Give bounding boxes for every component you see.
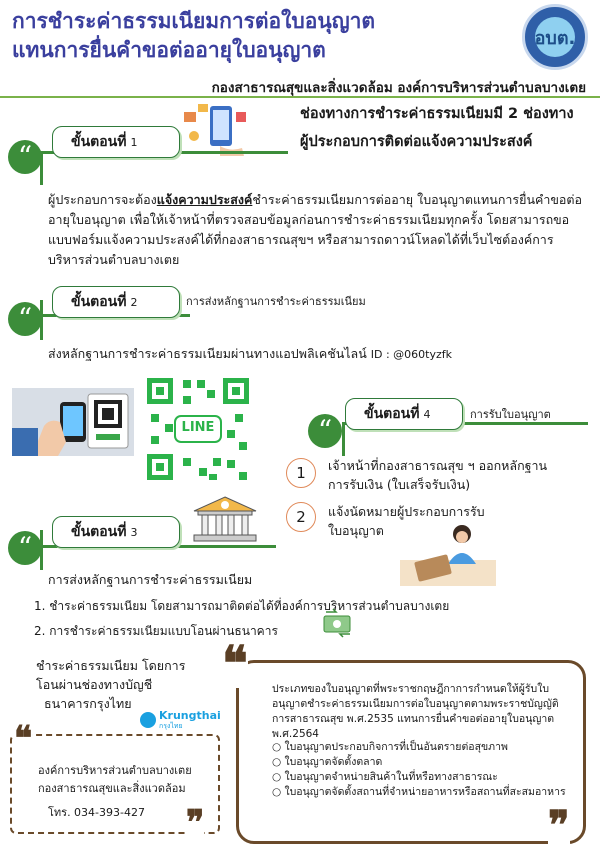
krungthai-bird-icon: [140, 712, 156, 728]
step3-item1: 1. ชำระค่าธรรมเนียม โดยสามารถมาติดต่อได้ที่องค์การบริหารส่วนตำบลบางเตย: [34, 599, 450, 613]
line-id: ID : @060tyzfk: [370, 348, 452, 361]
contact-dept: กองสาธารณสุขและสิ่งแวดล้อม: [38, 782, 186, 795]
bank-line2: โอนผ่านช่องทางบัญชี: [36, 677, 153, 692]
step4-item2-number: 2: [286, 502, 316, 532]
license-type-2: ใบอนุญาตจัดตั้งตลาด: [284, 756, 383, 768]
step1-text-b: ชำระค่าธรรมเนียมการต่ออายุ ใบอนุญาตแทนการยื่นคำขอต่ออายุใบอนุญาต เพื่อให้เจ้าหน้าที่ตรวจสอบข้อมูลก่อนการชำระค่าธรรมเนียมทุกครั้ง โดยสามารถขอแบบฟอร์มแจ้งความประสงค์ได้ที่กองสาธารณสุขฯ หรือสามารถดาวน์โหลดได้ที่เว็บไซต์องค์การบริหารส่วนตำบลบางเตย: [48, 192, 583, 267]
step1-badge: [52, 126, 180, 158]
step1-num: 1: [130, 135, 138, 149]
title-line1: การชำระค่าธรรมเนียมการต่อใบอนุญาต: [12, 8, 376, 33]
contact-open-quote-icon: ❝: [14, 719, 33, 759]
step2-line-text: [48, 344, 452, 364]
department-name: กองสาธารณสุขและสิ่งแวดล้อม องค์การบริหารส่วนตำบลบางเตย: [211, 80, 586, 96]
step1-quote-icon: “: [8, 140, 42, 174]
license-type-3: ใบอนุญาตจำหน่ายสินค้าในที่หรือทางสาธารณะ: [284, 771, 498, 783]
license-type-item: ○ ใบอนุญาตจัดตั้งสถานที่จำหน่ายอาหารหรือสถานที่สะสมอาหาร: [272, 786, 566, 798]
step1-description: [48, 190, 588, 270]
contact-close-quote-icon: ❞: [186, 803, 205, 843]
bank-line1: ชำระค่าธรรมเนียม โดยการ: [36, 658, 186, 673]
step4-item1-l1: เจ้าหน้าที่กองสาธารณสุข ฯ ออกหลักฐาน: [328, 458, 548, 473]
step2-num: 2: [130, 295, 138, 309]
bank-line3: ธนาคารกรุงไทย: [44, 696, 132, 711]
line-qr-code: [143, 374, 253, 484]
page-title: [12, 6, 512, 64]
license-type-1: ใบอนุญาตประกอบกิจการที่เป็นอันตรายต่อสุขภาพ: [284, 741, 508, 753]
step4-badge: [345, 398, 463, 430]
license-types-intro: ประเภทของใบอนุญาตที่พระราชกฤษฎีกาการกำหนดให้ผู้รับใบอนุญาตชำระค่าธรรมเนียมการต่อใบอนุญาตตามพระราชบัญญัติการสาธารณสุข พ.ศ.2535 แทนการยื่นคำขอต่ออายุใบอนุญาต พ.ศ.2564: [272, 683, 559, 740]
step1-label: ขั้นตอนที่: [71, 134, 127, 150]
step2-line-main: ส่งหลักฐานการชำระค่าธรรมเนียมผ่านทางแอปพลิเคชันไลน์: [48, 346, 367, 361]
license-type-item: ○ ใบอนุญาตจำหน่ายสินค้าในที่หรือทางสาธารณะ: [272, 771, 498, 783]
step4-title: การรับใบอนุญาต: [470, 408, 551, 421]
step3-badge: [52, 516, 180, 548]
phone-scan-illustration: [12, 388, 134, 456]
qr-line-label: LINE: [181, 420, 215, 435]
step4-item2-l2: ใบอนุญาต: [328, 523, 384, 538]
contact-intent-text: ผู้ประกอบการติดต่อแจ้งความประสงค์: [300, 134, 533, 150]
contact-phone: โทร. 034-393-427: [48, 806, 145, 819]
step2-badge: [52, 286, 180, 318]
bank-transfer-text: [36, 656, 185, 713]
license-type-item: ○ ใบอนุญาตประกอบกิจการที่เป็นอันตรายต่อสุขภาพ: [272, 741, 508, 753]
step2-title: การส่งหลักฐานการชำระค่าธรรมเนียม: [186, 295, 366, 308]
license-handover-illustration: [400, 520, 496, 586]
org-logo: [522, 4, 588, 70]
license-types-list: [272, 740, 568, 800]
step4-quote-icon: “: [308, 414, 342, 448]
header-divider: [0, 96, 600, 98]
step4-item1-l2: การรับเงิน (ใบเสร็จรับเงิน): [328, 477, 471, 492]
money-transfer-icon: [322, 608, 354, 638]
step4-num: 4: [423, 407, 431, 421]
title-line2: แทนการยื่นคำขอต่ออายุใบอนุญาต: [12, 37, 326, 62]
step4-vline: [342, 422, 345, 456]
step3-title: การส่งหลักฐานการชำระค่าธรรมเนียม: [48, 572, 253, 587]
step4-item1: [328, 456, 547, 494]
contact-info: [38, 762, 192, 822]
types-close-quote-icon: ❞: [548, 802, 570, 849]
step4-label: ขั้นตอนที่: [364, 406, 420, 422]
license-type-item: ○ ใบอนุญาตจัดตั้งตลาด: [272, 756, 383, 768]
step3-num: 3: [130, 525, 138, 539]
krungthai-brand: Krungthai: [159, 709, 221, 722]
krungthai-logo: [140, 710, 221, 730]
step4-item1-number: 1: [286, 458, 316, 488]
step1-text-a: ผู้ประกอบการจะต้อง: [48, 192, 157, 207]
step3-quote-icon: “: [8, 531, 42, 565]
logo-emblem: อบต.: [535, 17, 575, 57]
channel-count-text: ช่องทางการชำระค่าธรรมเนียมมี 2 ช่องทาง: [300, 106, 574, 122]
shopping-phone-icon: [180, 102, 250, 158]
contact-org: องค์การบริหารส่วนตำบลบางเตย: [38, 764, 192, 777]
step1-text-emphasis: แจ้งความประสงค์: [156, 192, 253, 207]
types-open-quote-icon: ❝: [222, 636, 248, 692]
step3-label: ขั้นตอนที่: [71, 524, 127, 540]
step2-quote-icon: “: [8, 302, 42, 336]
license-type-4: ใบอนุญาตจัดตั้งสถานที่จำหน่ายอาหารหรือสถานที่สะสมอาหาร: [284, 786, 566, 798]
bank-building-icon: [190, 495, 260, 543]
step4-item2-l1: แจ้งนัดหมายผู้ประกอบการรับ: [328, 504, 485, 519]
step2-label: ขั้นตอนที่: [71, 294, 127, 310]
step3-item2: 2. การชำระค่าธรรมเนียมแบบโอนผ่านธนาคาร: [34, 624, 278, 638]
krungthai-brand-sub: กรุงไทย: [159, 722, 183, 730]
